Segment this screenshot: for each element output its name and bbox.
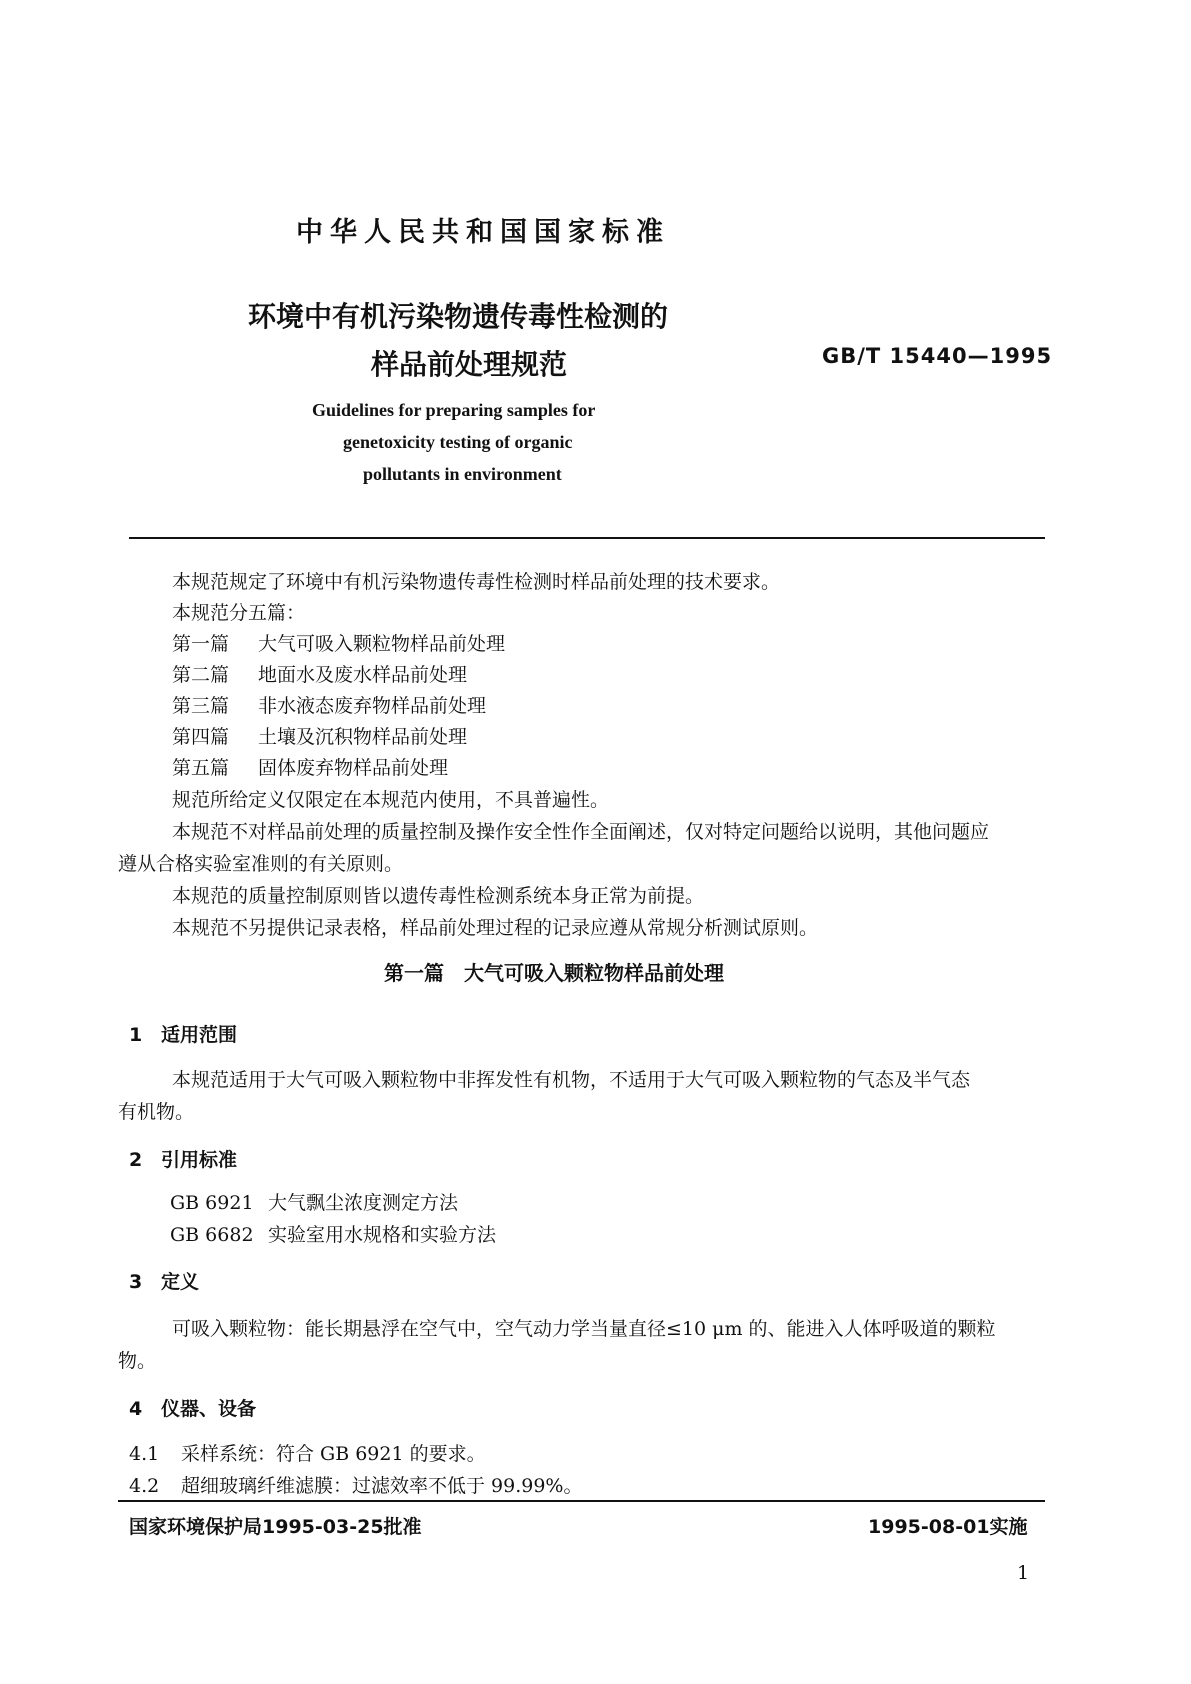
reference-item (170, 1220, 496, 1247)
qc-note-line2: 遵从合格实验室准则的有关原则。 (118, 853, 404, 875)
equipment-item (129, 1439, 486, 1466)
part-name: 土壤及沉积物样品前处理 (258, 726, 468, 748)
reference-code: GB 6682 (170, 1224, 254, 1246)
english-title-line2: genetoxicity testing of organic (343, 432, 573, 452)
page-number: 1 (1017, 1562, 1030, 1584)
section-title: 仪器、设备 (161, 1398, 257, 1420)
item-text: 采样系统：符合 GB 6921 的要求。 (181, 1443, 486, 1465)
reference-code: GB 6921 (170, 1192, 254, 1214)
reference-item (170, 1188, 458, 1215)
parts-intro: 本规范分五篇： (172, 602, 306, 624)
part-list-item (172, 629, 505, 656)
part-list-item (172, 660, 467, 687)
part-name: 地面水及废水样品前处理 (258, 664, 468, 686)
part-list-item (172, 691, 486, 718)
section-title: 定义 (161, 1271, 200, 1293)
document-title-line2: 样品前处理规范 (371, 348, 568, 381)
english-title-line3: pollutants in environment (363, 464, 562, 484)
section-number: 4 (129, 1398, 143, 1420)
equipment-item (129, 1471, 583, 1498)
section-1-text-line1: 本规范适用于大气可吸入颗粒物中非挥发性有机物，不适用于大气可吸入颗粒物的气态及半气态 (172, 1069, 971, 1091)
national-standard-heading: 中华人民共和国国家标准 (296, 217, 670, 248)
part-number: 第三篇 (172, 695, 230, 717)
part-number: 第一篇 (172, 633, 230, 655)
part-name: 固体废弃物样品前处理 (258, 757, 449, 779)
scope-statement: 本规范规定了环境中有机污染物遗传毒性检测时样品前处理的技术要求。 (172, 571, 781, 593)
section-number: 2 (129, 1149, 143, 1171)
english-title-line1: Guidelines for preparing samples for (312, 400, 596, 420)
part1-heading: 第一篇 大气可吸入颗粒物样品前处理 (384, 961, 724, 985)
section-1-heading (129, 1020, 237, 1047)
section-number: 1 (129, 1024, 143, 1046)
section-2-heading (129, 1145, 237, 1172)
item-number: 4.2 (129, 1475, 160, 1497)
section-3-text-line1: 可吸入颗粒物：能长期悬浮在空气中，空气动力学当量直径≤10 μm 的、能进入人体呼吸道的颗粒 (172, 1318, 996, 1340)
section-3-heading (129, 1267, 199, 1294)
item-number: 4.1 (129, 1443, 160, 1465)
section-number: 3 (129, 1271, 143, 1293)
approval-date: 国家环境保护局1995-03-25批准 (129, 1516, 422, 1538)
implementation-date: 1995-08-01实施 (868, 1516, 1028, 1538)
part-number: 第五篇 (172, 757, 230, 779)
section-title: 引用标准 (161, 1149, 238, 1171)
reference-name: 实验室用水规格和实验方法 (268, 1224, 497, 1246)
qc-principle: 本规范的质量控制原则皆以遗传毒性检测系统本身正常为前提。 (172, 885, 705, 907)
part-list-item (172, 722, 467, 749)
header-divider (129, 537, 1045, 539)
record-note: 本规范不另提供记录表格，样品前处理过程的记录应遵从常规分析测试原则。 (172, 917, 819, 939)
part-number: 第二篇 (172, 664, 230, 686)
part-number: 第四篇 (172, 726, 230, 748)
part-list-item (172, 753, 448, 780)
part-name: 大气可吸入颗粒物样品前处理 (258, 633, 506, 655)
section-1-text-line2: 有机物。 (118, 1101, 195, 1123)
document-title-line1: 环境中有机污染物遗传毒性检测的 (248, 300, 669, 333)
part-name: 非水液态废弃物样品前处理 (258, 695, 487, 717)
footer-divider (118, 1500, 1045, 1502)
section-title: 适用范围 (161, 1024, 238, 1046)
item-text: 超细玻璃纤维滤膜：过滤效率不低于 99.99%。 (181, 1475, 583, 1497)
definition-note: 规范所给定义仅限定在本规范内使用，不具普遍性。 (172, 789, 610, 811)
standard-code: GB/T 15440—1995 (822, 344, 1053, 368)
reference-name: 大气飘尘浓度测定方法 (268, 1192, 459, 1214)
section-3-text-line2: 物。 (118, 1350, 157, 1372)
section-4-heading (129, 1394, 256, 1421)
qc-note-line1: 本规范不对样品前处理的质量控制及操作安全性作全面阐述，仅对特定问题给以说明，其他问题应 (172, 821, 990, 843)
